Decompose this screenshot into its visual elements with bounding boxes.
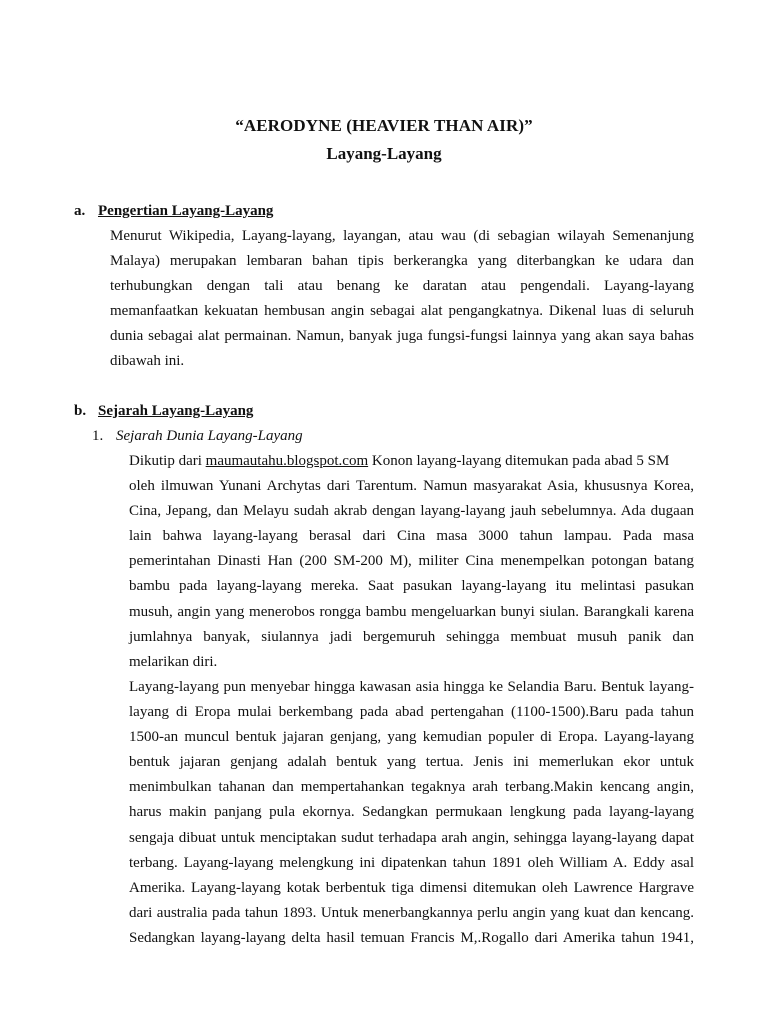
subsection-1-heading bbox=[92, 428, 303, 445]
section-b-letter: b. bbox=[74, 403, 87, 419]
section-b-title: Sejarah Layang-Layang bbox=[98, 403, 254, 419]
paragraph-line: memanfaatkan kekuatan hembusan angin sebagai alat pengangkatnya. Dikenal luas di seluruh bbox=[110, 303, 694, 320]
subsection-1-number: 1. bbox=[92, 428, 104, 444]
section-a-paragraph bbox=[110, 224, 694, 375]
section-b-heading bbox=[74, 403, 253, 420]
paragraph-line: pemerintahan Dinasti Han (200 SM-200 M), militer Cina menempelkan potongan batang bbox=[129, 553, 694, 570]
paragraph-line: bentuk jajaran genjang adalah bentuk yang tertua. Jenis ini memerlukan ekor untuk bbox=[129, 754, 694, 771]
paragraph-line: 1500-an muncul bentuk jajaran genjang, yang kemudian populer di Eropa. Layang-layang bbox=[129, 729, 694, 746]
paragraph-line: Menurut Wikipedia, Layang-layang, layangan, atau wau (di sebagian wilayah Semenanjung bbox=[110, 228, 694, 244]
section-a-heading bbox=[74, 203, 273, 220]
history-paragraph-1 bbox=[129, 449, 694, 675]
paragraph-line: dari australia pada tahun 1893. Untuk menerbangkannya perlu angin yang kuat dan kencang. bbox=[129, 904, 694, 921]
section-a-title: Pengertian Layang-Layang bbox=[98, 203, 274, 219]
paragraph-line: Cina, Jepang, dan Melayu sudah akrab dengan layang-layang jauh sebelumnya. Ada dugaan bbox=[129, 503, 694, 520]
paragraph-line: sengaja dibuat untuk menciptakan sudut terhadapa arah angin, sehingga layang-layang dapat bbox=[129, 829, 694, 846]
paragraph-line: melarikan diri. bbox=[129, 653, 218, 670]
subsection-1-title: Sejarah Dunia Layang-Layang bbox=[116, 428, 303, 444]
paragraph-line bbox=[129, 449, 694, 474]
paragraph-line: menimbulkan tahanan dan mempertahankan tegaknya arah terbang.Makin kencang angin, bbox=[129, 779, 694, 796]
paragraph-line: oleh ilmuwan Yunani Archytas dari Tarentum. Namun masyarakat Asia, khususnya Korea, bbox=[129, 478, 694, 495]
section-a-letter: a. bbox=[74, 203, 86, 219]
line-suffix: Konon layang-layang ditemukan pada abad 5 SM bbox=[368, 453, 670, 469]
paragraph-line: Malaya) merupakan lembaran bahan tipis berkerangka yang diterbangkan ke udara dan bbox=[110, 253, 694, 270]
source-link[interactable]: maumautahu.blogspot.com bbox=[205, 453, 369, 469]
paragraph-line: harus makin panjang pula ekornya. Sedangkan permukaan lengkung pada layang-layang bbox=[129, 804, 694, 821]
paragraph-line: musuh, angin yang menerobos rongga bambu mengeluarkan bunyi siulan. Barangkali karena bbox=[129, 603, 694, 620]
paragraph-line: Layang-layang pun menyebar hingga kawasan asia hingga ke Selandia Baru. Bentuk layang- bbox=[129, 679, 694, 695]
paragraph-line: dunia sebagai alat permainan. Namun, banyak juga fungsi-fungsi lainnya yang akan saya bahas bbox=[110, 328, 694, 345]
history-paragraph-2 bbox=[129, 675, 694, 951]
paragraph-line: lain bahwa layang-layang berasal dari Cina masa 3000 tahun lampau. Pada masa bbox=[129, 528, 694, 545]
paragraph-line: bambu pada layang-layang mereka. Saat pasukan layang-layang itu melintasi pasukan bbox=[129, 578, 694, 595]
paragraph-line: terbang. Layang-layang melengkung ini dipatenkan tahun 1891 oleh William A. Eddy asal bbox=[129, 854, 694, 871]
paragraph-line: dibawah ini. bbox=[110, 353, 185, 370]
paragraph-line: Amerika. Layang-layang kotak berbentuk tiga dimensi ditemukan oleh Lawrence Hargrave bbox=[129, 879, 694, 896]
paragraph-line: layang di Eropa mulai berkembang pada abad pertengahan (1100-1500).Baru pada tahun bbox=[129, 704, 694, 721]
document-subtitle: Layang-Layang bbox=[326, 144, 442, 163]
document-title: “AERODYNE (HEAVIER THAN AIR)” bbox=[235, 116, 533, 135]
line-prefix: Dikutip dari bbox=[129, 453, 206, 469]
paragraph-line: jumlahnya banyak, siulannya jadi bergemuruh sehingga membuat musuh panik dan bbox=[129, 628, 694, 645]
paragraph-line: Sedangkan layang-layang delta hasil temuan Francis M,.Rogallo dari Amerika tahun 1941, bbox=[129, 929, 694, 946]
paragraph-line: terhubungkan dengan tali atau benang ke daratan atau pengendali. Layang-layang bbox=[110, 278, 694, 295]
